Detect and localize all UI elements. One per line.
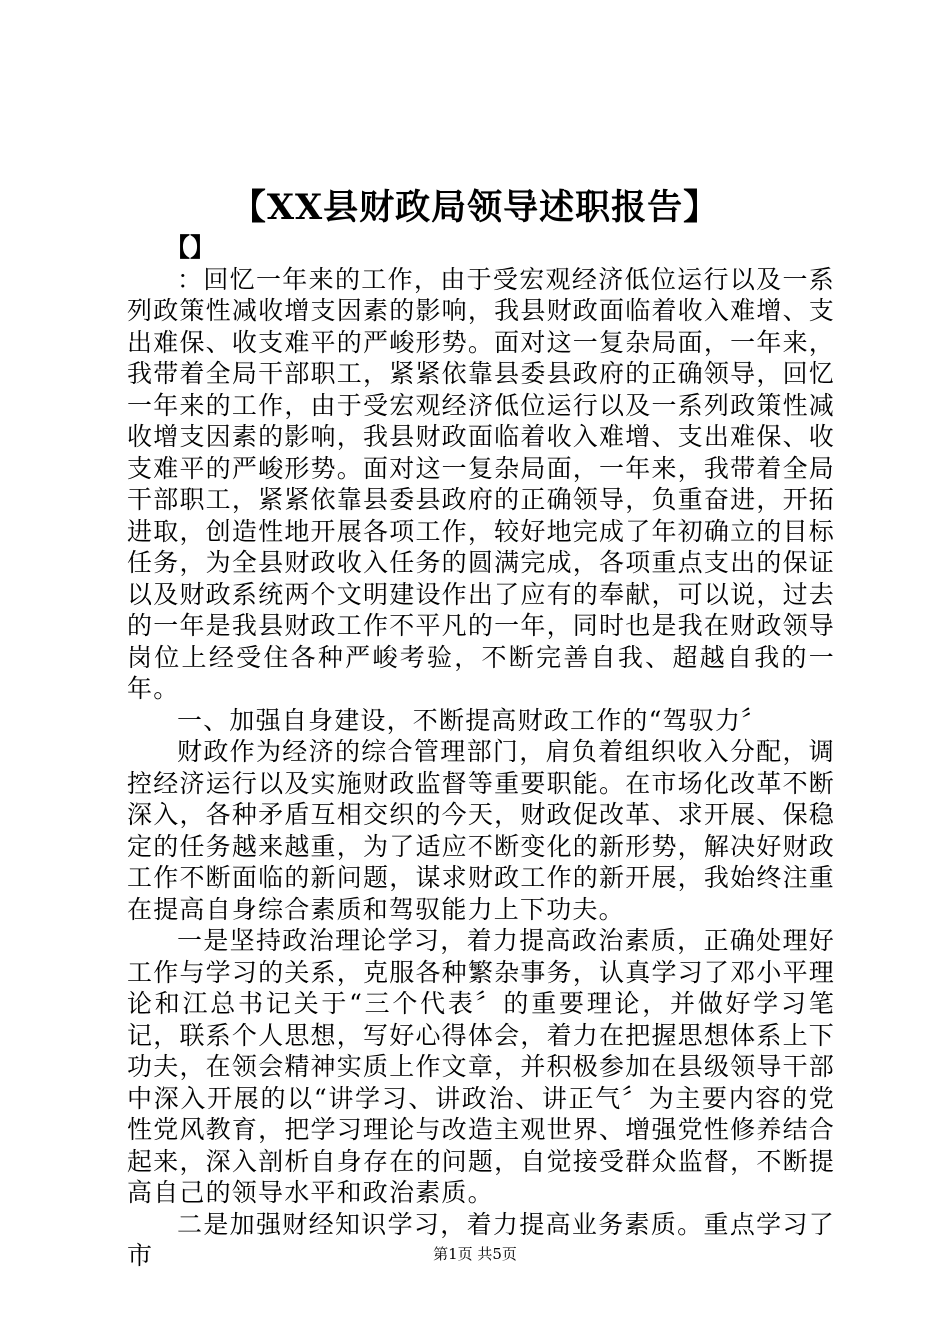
section-heading-1: 一、加强自身建设，不断提高财政工作的“驾驭力〞 (177, 705, 768, 735)
subtitle-brackets: 【】 (165, 233, 216, 262)
document-body (127, 232, 835, 1272)
paragraph-political-study: 一是坚持政治理论学习，着力提高政治素质，正确处理好工作与学习的关系，克服各种繁杂事务，认真学习了邓小平理论和江总书记关于“三个代表〞的重要理论，并做好学习笔记，联系个人思想，写好心得体会，着力在把握思想体系上下功夫，在领会精神实质上作文章，并积极参加在县级领导干部中深入开展的以“讲学习、讲政治、讲正气〞为主要内容的党性党风教育，把学习理论与改造主观世界、增强党性修养结合起来，深入剖析自身存在的问题，自觉接受群众监督，不断提高自己的领导水平和政治素质。 (127, 926, 835, 1207)
paragraph-finance-study: 二是加强财经知识学习，着力提高业务素质。重点学习了市 (127, 1209, 835, 1270)
document-title: 【XX县财政局领导述职报告】 (230, 187, 720, 228)
paragraph-finance-role: 财政作为经济的综合管理部门，肩负着组织收入分配，调控经济运行以及实施财政监督等重要职能。在市场化改革不断深入，各种矛盾互相交织的今天，财政促改革、求开展、保稳定的任务越来越重，为了适应不断变化的新形势，解决好财政工作不断面临的新问题，谋求财政工作的新开展，我始终注重在提高自身综合素质和驾驭能力上下功夫。 (127, 737, 835, 924)
paragraph-intro: ：回忆一年来的工作，由于受宏观经济低位运行以及一系列政策性减收增支因素的影响，我县财政面临着收入难增、支出难保、收支难平的严峻形势。面对这一复杂局面，一年来，我带着全局干部职工，紧紧依靠县委县政府的正确领导，回忆一年来的工作，由于受宏观经济低位运行以及一系列政策性减收增支因素的影响，我县财政面临着收入难增、支出难保、收支难平的严峻形势。面对这一复杂局面，一年来，我带着全局干部职工，紧紧依靠县委县政府的正确领导，负重奋进，开拓进取，创造性地开展各项工作，较好地完成了年初确立的目标任务，为全县财政收入任务的圆满完成，各项重点支出的保证以及财政系统两个文明建设作出了应有的奉献，可以说，过去的一年是我县财政工作不平凡的一年，同时也是我在财政领导岗位上经受住各种严峻考验，不断完善自我、超越自我的一年。 (127, 264, 835, 703)
page-number-footer: 第1页 共5页 (433, 1245, 517, 1263)
